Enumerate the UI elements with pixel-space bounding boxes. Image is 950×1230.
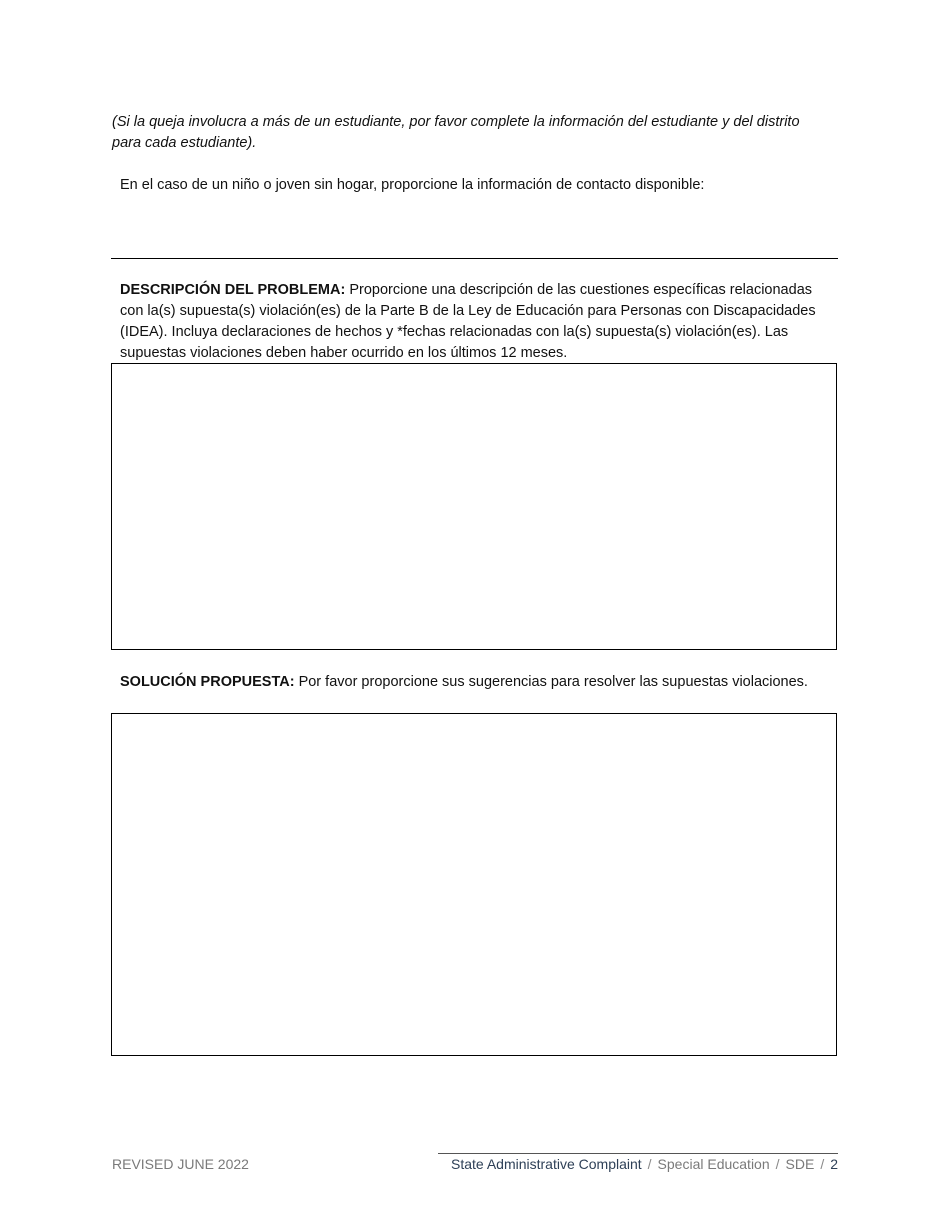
footer-agency: SDE <box>785 1156 815 1172</box>
multi-student-note: (Si la queja involucra a más de un estudiante, por favor complete la información del estudiante y del distrito para cada estudiante). <box>112 114 800 151</box>
footer-separator: / <box>820 1156 825 1172</box>
page-number: 2 <box>830 1156 838 1172</box>
footer-document-info <box>451 1155 838 1173</box>
problem-description-heading: DESCRIPCIÓN DEL PROBLEMA: <box>120 282 346 298</box>
proposed-solution-heading: SOLUCIÓN PROPUESTA: <box>120 674 295 690</box>
footer-category: Special Education <box>657 1156 770 1172</box>
problem-description-prompt <box>120 280 820 364</box>
homeless-contact-prompt: En el caso de un niño o joven sin hogar, proporcione la información de contacto disponible: <box>120 177 705 193</box>
proposed-solution-prompt <box>120 672 820 693</box>
problem-description-text: Proporcione una descripción de las cuestiones específicas relacionadas con la(s) supuesta(s) violación(es) de la Parte B de la Ley de Educación para Personas con Discapacidades (IDEA). Incluya declaraciones de hechos y *fechas relacionadas con la(s) supuesta(s) violación(es). Las supuestas violaciones deben haber ocurrido en los últimos 12 meses. <box>120 282 816 361</box>
contact-answer-line[interactable] <box>111 258 838 259</box>
revision-date: REVISED JUNE 2022 <box>112 1156 249 1172</box>
footer-document-title: State Administrative Complaint <box>451 1156 642 1172</box>
proposed-solution-text: Por favor proporcione sus sugerencias para resolver las supuestas violaciones. <box>294 674 808 690</box>
problem-description-field[interactable] <box>111 363 837 650</box>
footer-separator: / <box>775 1156 780 1172</box>
proposed-solution-field[interactable] <box>111 713 837 1056</box>
footer-divider <box>438 1153 838 1154</box>
footer-separator: / <box>647 1156 652 1172</box>
